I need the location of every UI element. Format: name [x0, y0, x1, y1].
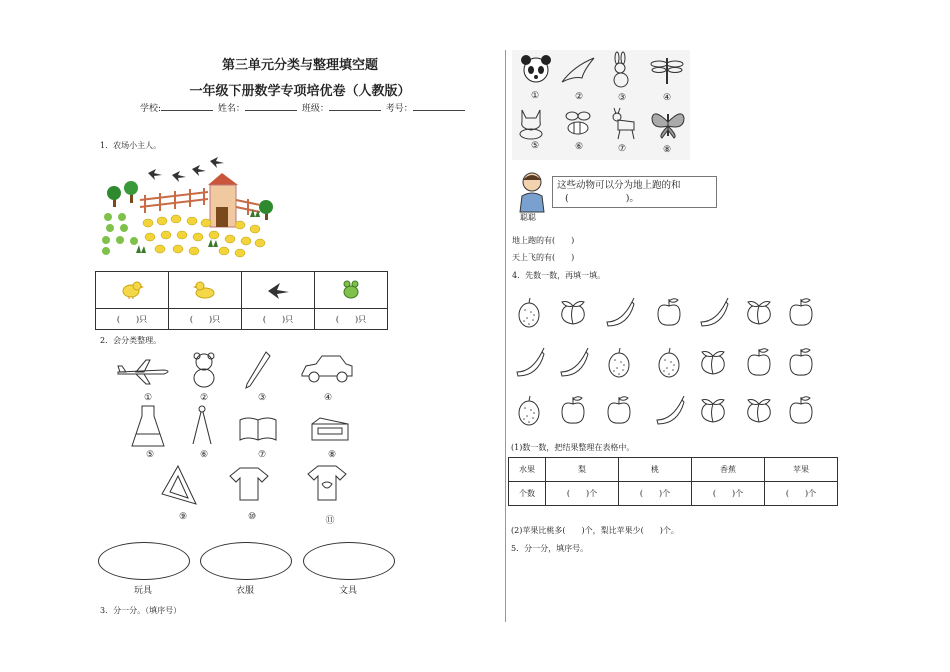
table-header-pear: 梨	[546, 458, 619, 482]
pear-icon	[514, 394, 546, 428]
item-number: ⑧	[327, 450, 337, 460]
dragonfly-icon	[650, 54, 684, 86]
banana-icon	[654, 394, 686, 428]
toys-group-oval[interactable]	[98, 542, 190, 580]
frog-icon	[340, 279, 362, 299]
butterfly-icon	[650, 108, 686, 140]
table-header-peach: 桃	[619, 458, 692, 482]
peach-icon	[698, 346, 730, 380]
banana-count-cell[interactable]: ( )个	[692, 482, 765, 506]
q2-title: 2．会分类整理。	[100, 336, 162, 345]
swallow-icons	[148, 157, 224, 182]
duck-icon	[193, 279, 217, 299]
exam-no-label: 考号：	[385, 104, 413, 114]
panda-icon	[518, 52, 554, 88]
q1-title: 1．农场小主人。	[100, 141, 162, 150]
table-header-banana: 香蕉	[692, 458, 765, 482]
item-number: ①	[143, 393, 153, 403]
stationery-label: 文具	[338, 586, 357, 596]
item-number: ⑦	[257, 450, 267, 460]
sky-answer[interactable]: 天上飞的有( )	[512, 253, 575, 262]
item-number: ⑤	[145, 450, 155, 460]
duck-and-chick-icons	[143, 215, 265, 257]
bubble-line-2[interactable]: ( )。	[565, 193, 639, 204]
item-number: ④	[662, 93, 672, 103]
speech-bubble	[552, 176, 717, 208]
class-blank[interactable]	[329, 101, 381, 111]
tree-icon	[259, 200, 273, 220]
tree-icon	[107, 186, 121, 207]
pear-icon	[654, 346, 686, 380]
chick-count[interactable]: ( )只	[96, 309, 169, 330]
exam-no-blank[interactable]	[413, 101, 465, 111]
item-number: ⑥	[574, 142, 584, 152]
frog-count[interactable]: ( )只	[315, 309, 388, 330]
banana-icon	[514, 346, 546, 380]
class-label: 班级：	[301, 104, 329, 114]
q3-title: 3．分一分。（填序号）	[100, 606, 182, 615]
speaker-name: 聪聪	[520, 213, 536, 222]
banana-icon	[604, 296, 636, 330]
deer-icon	[606, 106, 638, 140]
apple-icon	[654, 296, 686, 330]
table-header-apple: 苹果	[765, 458, 838, 482]
item-number: ⑥	[199, 450, 209, 460]
item-number: ①	[530, 91, 540, 101]
banana-icon	[558, 346, 590, 380]
compass-icon	[190, 404, 214, 448]
pencil-case-icon	[310, 416, 350, 444]
swallow-cell	[242, 272, 315, 309]
rabbit-icon	[606, 52, 636, 88]
school-blank[interactable]	[161, 101, 213, 111]
q4-title: 4．先数一数，再填一填。	[512, 271, 606, 280]
page-subtitle: 一年级下册数学专项培优卷（人教版）	[189, 84, 411, 99]
banana-icon	[698, 296, 730, 330]
peach-icon	[744, 394, 776, 428]
t-shirt-icon	[228, 466, 270, 502]
name-blank[interactable]	[245, 101, 297, 111]
fruit-grid	[514, 296, 819, 431]
q4-sub2[interactable]: (2)苹果比桃多( )个，梨比苹果少( )个。	[511, 526, 679, 535]
peach-icon	[744, 296, 776, 330]
table-header-fruit: 水果	[509, 458, 546, 482]
apple-icon	[786, 296, 818, 330]
dress-icon	[128, 404, 168, 448]
name-label: 姓名：	[217, 104, 245, 114]
bubble-line-1: 这些动物可以分为地上跑的和	[557, 180, 681, 191]
duck-count[interactable]: ( )只	[169, 309, 242, 330]
grass-icons	[136, 209, 260, 253]
clothes-label: 衣服	[235, 586, 254, 596]
school-label: 学校:	[140, 104, 162, 114]
peach-count-cell[interactable]: ( )个	[619, 482, 692, 506]
q4-sub1: (1)数一数，把结果整理在表格中。	[511, 443, 635, 452]
pear-count-cell[interactable]: ( )个	[546, 482, 619, 506]
airplane-icon	[116, 356, 172, 386]
bee-icon	[560, 108, 596, 138]
q1-count-table	[95, 271, 388, 330]
tree-icon	[124, 181, 138, 203]
toys-label: 玩具	[133, 586, 152, 596]
chick-icon	[120, 279, 144, 299]
table-row-label: 个数	[509, 482, 546, 506]
student-info-line	[140, 101, 467, 114]
item-number: ⑪	[325, 516, 335, 526]
frog-cell	[315, 272, 388, 309]
item-number: ③	[257, 393, 267, 403]
apple-icon	[558, 394, 590, 428]
shirt-icon	[306, 464, 348, 504]
item-number: ⑤	[530, 141, 540, 151]
fruit-count-table	[508, 457, 838, 506]
swallow-icon	[266, 281, 290, 297]
clothes-group-oval[interactable]	[200, 542, 292, 580]
cat-icon	[514, 106, 548, 140]
item-number: ③	[617, 93, 627, 103]
item-number: ②	[574, 92, 584, 102]
page-title: 第三单元分类与整理填空题	[221, 58, 378, 73]
item-number: ⑦	[617, 144, 627, 154]
book-icon	[238, 414, 278, 444]
swallow-icon	[560, 56, 596, 86]
teddy-bear-icon	[188, 352, 220, 388]
stationery-group-oval[interactable]	[303, 542, 395, 580]
peach-icon	[698, 394, 730, 428]
pencil-icon	[244, 350, 270, 390]
apple-icon	[744, 346, 776, 380]
farm-illustration	[100, 155, 280, 260]
set-square-icon	[158, 464, 198, 508]
item-number: ④	[323, 393, 333, 403]
q5-title: 5．分一分，填序号。	[511, 544, 589, 553]
item-number: ②	[199, 393, 209, 403]
peach-icon	[558, 296, 590, 330]
chick-cell	[96, 272, 169, 309]
apple-count-cell[interactable]: ( )个	[765, 482, 838, 506]
frog-icons	[102, 213, 138, 255]
apple-icon	[786, 394, 818, 428]
apple-icon	[786, 346, 818, 380]
duck-cell	[169, 272, 242, 309]
pear-icon	[514, 296, 546, 330]
car-icon	[300, 354, 354, 384]
apple-icon	[604, 394, 636, 428]
item-number: ⑨	[178, 512, 188, 522]
barn-icon	[208, 173, 238, 227]
pear-icon	[604, 346, 636, 380]
boy-avatar-icon	[516, 170, 550, 214]
item-number: ⑩	[247, 512, 257, 522]
swallow-count[interactable]: ( )只	[242, 309, 315, 330]
column-divider	[505, 50, 506, 622]
ground-answer[interactable]: 地上跑的有( )	[512, 236, 575, 245]
item-number: ⑧	[662, 145, 672, 155]
